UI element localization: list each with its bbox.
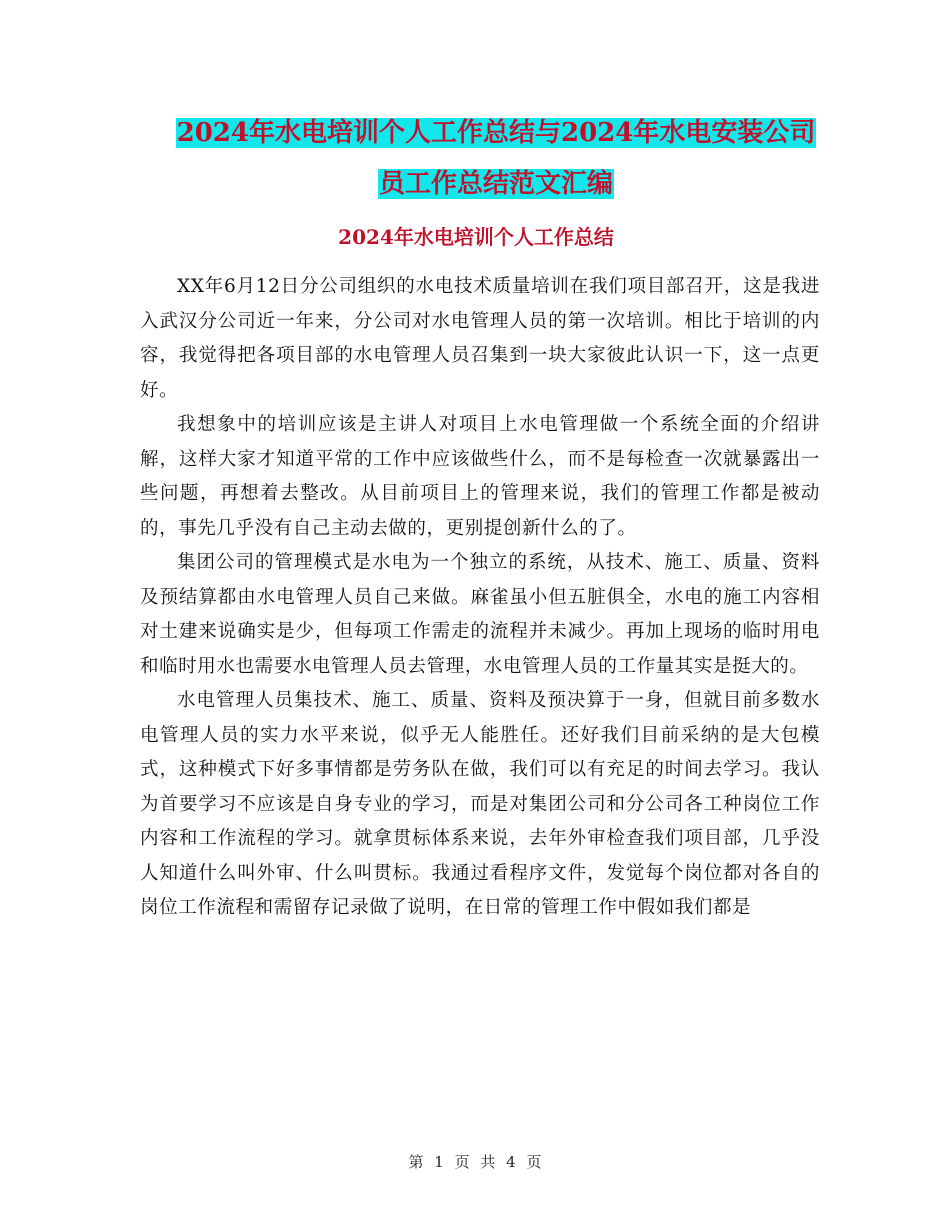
body-paragraph-1: XX年6月12日分公司组织的水电技术质量培训在我们项目部召开，这是我进入武汉分公司近一年来，分公司对水电管理人员的第一次培训。相比于培训的内容，我觉得把各项目部的水电管理人员召集到一块大家彼此认识一下，这一点更好。 bbox=[140, 276, 820, 401]
body-paragraph-3: 集团公司的管理模式是水电为一个独立的系统，从技术、施工、质量、资料及预结算都由水电管理人员自己来做。麻雀虽小但五脏俱全，水电的施工内容相对土建来说确实是少，但每项工作需走的流程并未减少。再加上现场的临时用电和临时用水也需要水电管理人员去管理，水电管理人员的工作量其实是挺大的。 bbox=[140, 552, 820, 677]
section-heading: 2024年水电培训个人工作总结 bbox=[338, 225, 614, 249]
document-title bbox=[140, 108, 852, 210]
document-title-line-1: 2024年水电培训个人工作总结与2024年水电安装公司 bbox=[176, 118, 816, 148]
page-number-footer: 第 1 页 共 4 页 bbox=[408, 1153, 542, 1171]
document-body bbox=[140, 270, 820, 926]
document-title-line-2: 员工作总结范文汇编 bbox=[378, 169, 613, 199]
body-paragraph-4: 水电管理人员集技术、施工、质量、资料及预决算于一身，但就目前多数水电管理人员的实力水平来说，似乎无人能胜任。还好我们目前采纳的是大包模式，这种模式下好多事情都是劳务队在做，我们可以有充足的时间去学习。我认为首要学习不应该是自身专业的学习，而是对集团公司和分公司各工种岗位工作内容和工作流程的学习。就拿贯标体系来说，去年外审检查我们项目部，几乎没人知道什么叫外审、什么叫贯标。我通过看程序文件，发觉每个岗位都对各自的岗位工作流程和需留存记录做了说明，在日常的管理工作中假如我们都是 bbox=[140, 690, 820, 918]
body-paragraph-2: 我想象中的培训应该是主讲人对项目上水电管理做一个系统全面的介绍讲解，这样大家才知道平常的工作中应该做些什么，而不是每检查一次就暴露出一些问题，再想着去整改。从目前项目上的管理来说，我们的管理工作都是被动的，事先几乎没有自己主动去做的，更别提创新什么的了。 bbox=[140, 414, 820, 539]
